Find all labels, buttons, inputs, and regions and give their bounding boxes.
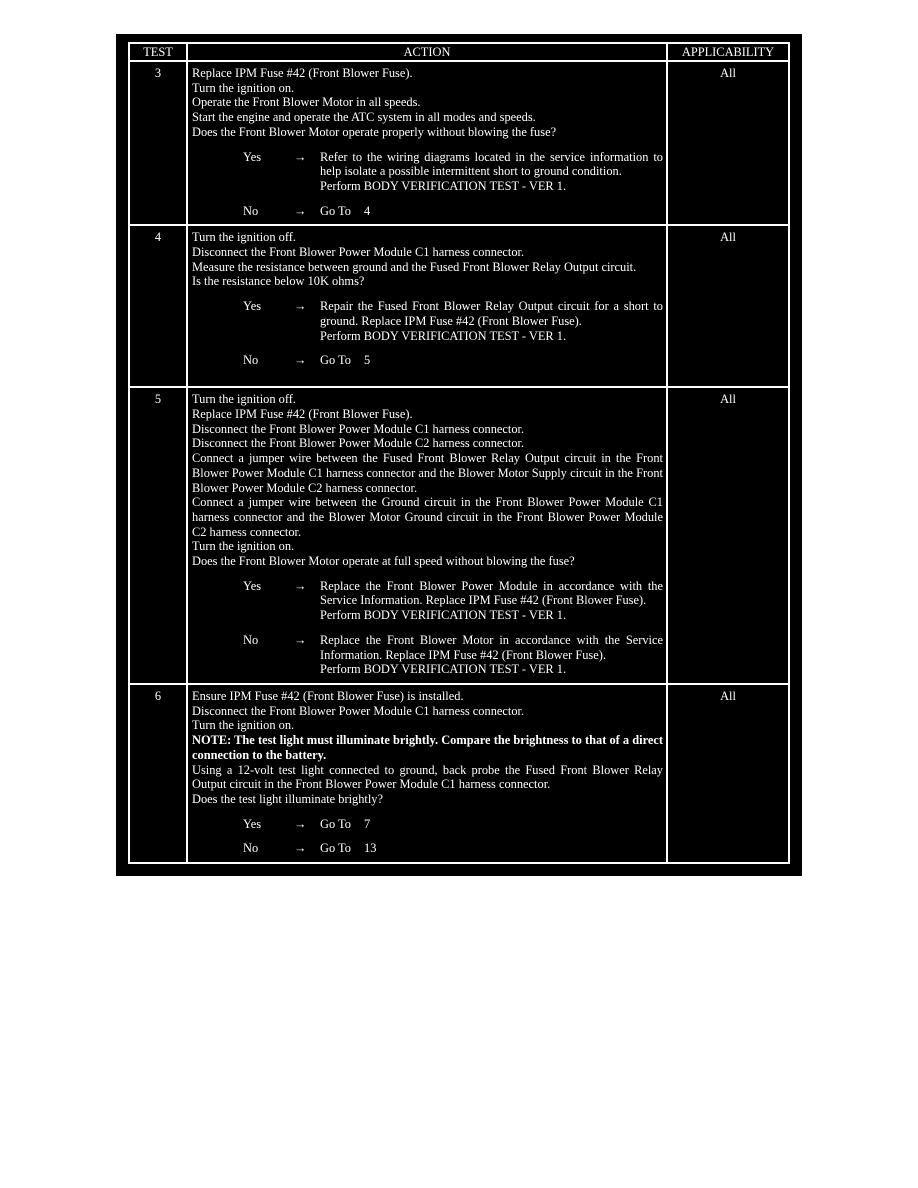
applicability-value: All [667, 387, 789, 684]
goto-target: 4 [364, 203, 371, 218]
arrow-icon: → [294, 816, 307, 831]
answer-result: Go To 7 [320, 816, 371, 831]
header-applicability: APPLICABILITY [667, 43, 789, 61]
arrow-icon: → [294, 299, 307, 314]
answer-result: Go To 13 [320, 841, 377, 856]
diagnostic-test-table [128, 42, 790, 864]
action-step: Start the engine and operate the ATC system in all modes and speeds. [192, 110, 536, 125]
action-step: Is the resistance below 10K ohms? [192, 274, 365, 289]
action-step: Using a 12-volt test light connected to ground, back probe the Fused Front Blower Relay Output circuit in the Front Blower Power Module C1 harness connector. [192, 762, 663, 792]
action-step: Disconnect the Front Blower Power Module C1 harness connector. [192, 421, 525, 436]
table-row [129, 61, 789, 225]
test-number: 3 [129, 61, 187, 225]
arrow-icon: → [294, 632, 307, 647]
arrow-icon: → [294, 149, 307, 164]
action-step: Connect a jumper wire between the Ground circuit in the Front Blower Power Module C1 harness connector and the Blower Motor Ground circuit in the Front Blower Power Module C2 harness connector. [192, 495, 663, 539]
test-number: 6 [129, 684, 187, 863]
action-step: Does the Front Blower Motor operate at full speed without blowing the fuse? [192, 554, 575, 569]
action-step: Measure the resistance between ground and the Fused Front Blower Relay Output circuit. [192, 259, 637, 274]
action-step: Turn the ignition on. [192, 718, 295, 733]
action-cell [187, 684, 667, 863]
answer-label: No [243, 203, 259, 218]
arrow-icon: → [294, 353, 307, 368]
yes-answer [192, 299, 663, 343]
answer-label: Yes [243, 816, 262, 831]
table-row [129, 387, 789, 684]
answer-label: Yes [243, 299, 262, 314]
answer-result: Repair the Fused Front Blower Relay Output circuit for a short to ground. Replace IPM Fuse #42 (Front Blower Fuse). Perform BODY VERIFICATION TEST - VER 1. [320, 299, 663, 343]
action-step: Disconnect the Front Blower Power Module C1 harness connector. [192, 245, 525, 260]
test-number: 5 [129, 387, 187, 684]
answer-result: Go To 4 [320, 203, 371, 218]
yes-answer [192, 150, 663, 194]
no-answer [192, 204, 663, 219]
action-step: Operate the Front Blower Motor in all speeds. [192, 95, 421, 110]
arrow-icon: → [294, 203, 307, 218]
goto-target: 5 [364, 353, 371, 368]
action-step: Replace IPM Fuse #42 (Front Blower Fuse). [192, 66, 413, 80]
action-step: Replace IPM Fuse #42 (Front Blower Fuse). [192, 407, 413, 422]
answer-result: Replace the Front Blower Motor in accordance with the Service Information. Replace IPM Fuse #42 (Front Blower Fuse). Perform BODY VERIFICATION TEST - VER 1. [320, 632, 663, 677]
yes-answer [192, 817, 663, 832]
action-step: Turn the ignition off. [192, 392, 296, 407]
table-header-row [129, 43, 789, 61]
action-step: Turn the ignition on. [192, 539, 295, 554]
goto-target: 13 [364, 841, 377, 856]
diagnostic-table-frame [116, 34, 802, 876]
header-test: TEST [129, 43, 187, 61]
table-row [129, 684, 789, 863]
action-step: Ensure IPM Fuse #42 (Front Blower Fuse) is installed. [192, 688, 464, 703]
action-cell [187, 387, 667, 684]
action-cell [187, 225, 667, 387]
answer-label: No [243, 353, 259, 368]
table-row [129, 225, 789, 387]
arrow-icon: → [294, 841, 307, 856]
applicability-value: All [667, 225, 789, 387]
no-answer [192, 841, 663, 856]
action-step: Connect a jumper wire between the Fused Front Blower Relay Output circuit in the Front Blower Power Module C1 harness connector and the Blower Motor Supply circuit in the Front Blower Power Module C2 harness connector. [192, 451, 663, 495]
action-step: Does the Front Blower Motor operate properly without blowing the fuse? [192, 124, 557, 139]
action-cell [187, 61, 667, 225]
goto-target: 7 [364, 816, 371, 831]
applicability-value: All [667, 61, 789, 225]
action-step: Disconnect the Front Blower Power Module C2 harness connector. [192, 436, 525, 451]
answer-label: No [243, 841, 259, 856]
yes-answer [192, 579, 663, 623]
applicability-value: All [667, 684, 789, 863]
answer-result: Replace the Front Blower Power Module in accordance with the Service Information. Replace IPM Fuse #42 (Front Blower Fuse). Perform BODY VERIFICATION TEST - VER 1. [320, 578, 663, 623]
action-step: Turn the ignition off. [192, 230, 296, 245]
action-step: Turn the ignition on. [192, 80, 295, 95]
test-number: 4 [129, 225, 187, 387]
answer-result: Refer to the wiring diagrams located in the service information to help isolate a possible intermittent short to ground condition. Perform BODY VERIFICATION TEST - VER 1. [320, 149, 663, 193]
note-text: NOTE: The test light must illuminate brightly. Compare the brightness to that of a direct connection to the battery. [192, 733, 663, 762]
answer-label: No [243, 632, 259, 647]
no-answer [192, 353, 663, 368]
no-answer [192, 633, 663, 677]
answer-label: Yes [243, 578, 262, 593]
header-action: ACTION [187, 43, 667, 61]
arrow-icon: → [294, 578, 307, 593]
answer-result: Go To 5 [320, 353, 371, 368]
action-step: Does the test light illuminate brightly? [192, 791, 383, 806]
action-step: Disconnect the Front Blower Power Module C1 harness connector. [192, 703, 525, 718]
answer-label: Yes [243, 149, 262, 164]
